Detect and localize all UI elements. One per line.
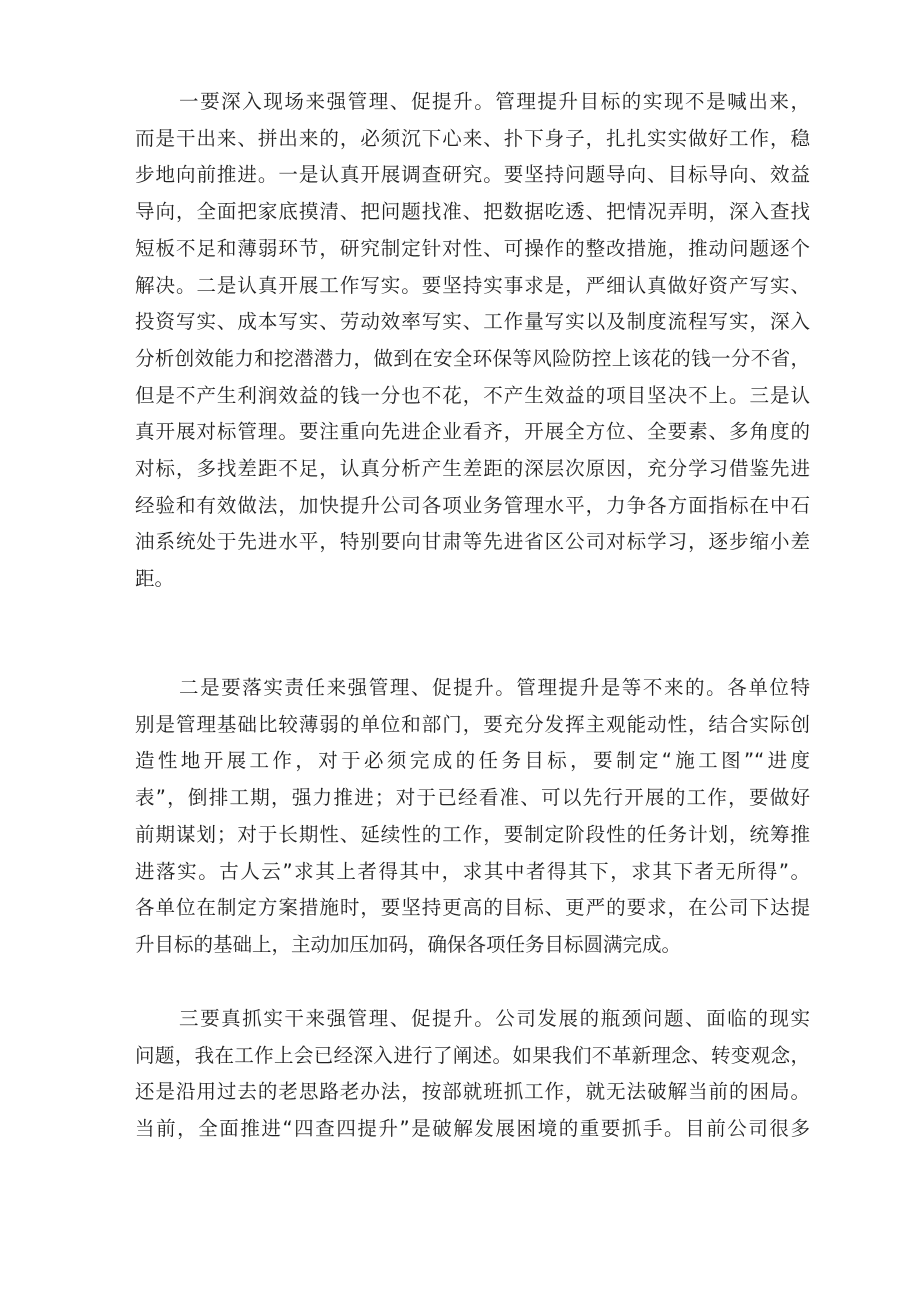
text-line: 别是管理基础比较薄弱的单位和部门，要充分发挥主观能动性，结合实际创: [135, 712, 810, 736]
text-line: 投资写实、成本写实、劳动效率写实、工作量写实以及制度流程写实，深入: [135, 310, 810, 334]
text-line: 真开展对标管理。要注重向先进企业看齐，开展全方位、全要素、多角度的: [135, 420, 810, 444]
text-line: 升目标的基础上，主动加压加码，确保各项任务目标圆满完成。: [135, 932, 682, 956]
text-line: 问题，我在工作上会已经深入进行了阐述。如果我们不革新理念、转变观念，: [135, 1043, 810, 1067]
text-line: 造性地开展工作，对于必须完成的任务目标，要制定“施工图”“进度: [135, 749, 810, 773]
text-line: 油系统处于先进水平，特别要向甘肃等先进省区公司对标学习，逐步缩小差: [135, 530, 810, 554]
text-line: 而是干出来、拼出来的，必须沉下心来、扑下身子，扎扎实实做好工作，稳: [135, 126, 810, 150]
text-line: 但是不产生利润效益的钱一分也不花，不产生效益的项目坚决不上。三是认: [135, 383, 810, 407]
text-line: 分析创效能力和挖潜潜力，做到在安全环保等风险防控上该花的钱一分不省，: [135, 346, 810, 370]
paragraph-1: [135, 84, 810, 598]
text-line: 前期谋划；对于长期性、延续性的工作，要制定阶段性的任务计划，统筹推: [135, 822, 810, 846]
paragraph-2: [135, 670, 810, 964]
text-line: 三要真抓实干来强管理、促提升。公司发展的瓶颈问题、面临的现实: [179, 1007, 810, 1030]
text-line: 距。: [135, 567, 175, 591]
text-line: 还是沿用过去的老思路老办法，按部就班抓工作，就无法破解当前的困局。: [135, 1080, 810, 1104]
text-line: 对标，多找差距不足，认真分析产生差距的深层次原因，充分学习借鉴先进: [135, 457, 810, 481]
text-line: 导向，全面把家底摸清、把问题找准、把数据吃透、把情况弄明，深入查找: [135, 200, 810, 224]
text-line: 进落实。古人云”求其上者得其中，求其中者得其下，求其下者无所得”。: [135, 859, 810, 883]
text-line: 二是要落实责任来强管理、促提升。管理提升是等不来的。各单位特: [179, 676, 810, 699]
text-line: 表”，倒排工期，强力推进；对于已经看准、可以先行开展的工作，要做好: [135, 786, 810, 810]
text-line: 当前，全面推进“四查四提升”是破解发展困境的重要抓手。目前公司很多: [135, 1117, 810, 1141]
text-line: 一要深入现场来强管理、促提升。管理提升目标的实现不是喊出来，: [179, 90, 810, 113]
text-line: 短板不足和薄弱环节，研究制定针对性、可操作的整改措施，推动问题逐个: [135, 236, 810, 260]
text-line: 步地向前推进。一是认真开展调查研究。要坚持问题导向、目标导向、效益: [135, 163, 810, 187]
paragraph-3: [135, 1001, 810, 1148]
text-line: 各单位在制定方案措施时，要坚持更高的目标、更严的要求，在公司下达提: [135, 896, 810, 920]
text-line: 解决。二是认真开展工作写实。要坚持实事求是，严细认真做好资产写实、: [135, 273, 810, 297]
text-line: 经验和有效做法，加快提升公司各项业务管理水平，力争各方面指标在中石: [135, 493, 810, 517]
